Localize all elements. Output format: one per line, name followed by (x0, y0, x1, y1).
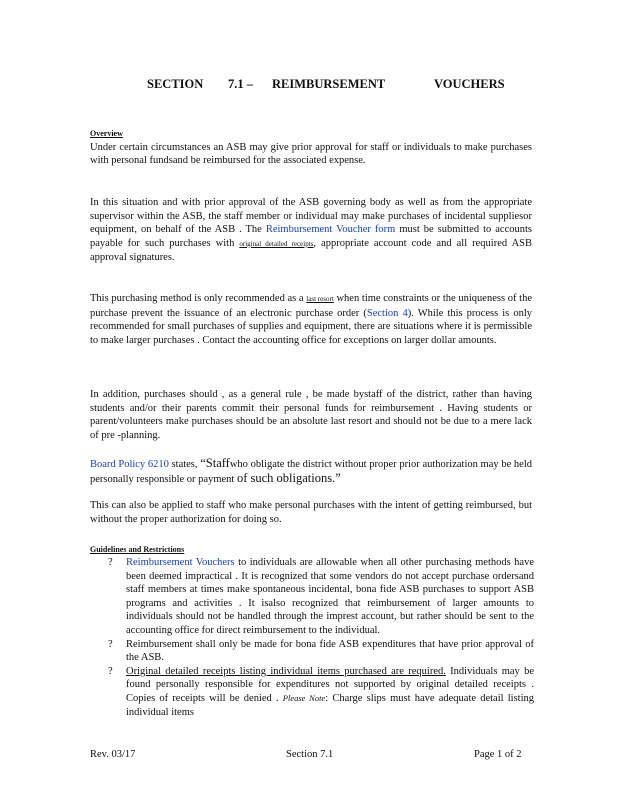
para2-text-c: , appropriate account code and all required ASB approval signatures. (90, 237, 532, 264)
item2-text: Reimbursement shall only be made for bona fide ASB expenditures that have prior approval of the ASB. (126, 638, 534, 664)
item3-underlined: Original detailed receipts listing individual items purchased are required. (126, 665, 446, 677)
overview-text: Under certain circumstances an ASB may give prior approval for staff or individuals to make purchases with personal fundsand be reimbursed for the associated expense. (90, 141, 532, 167)
quote-close: of such obligations.” (236, 470, 341, 485)
para4-text: In addition, purchases should , as a general rule , be made bystaff of the district, rather than having students and/or their parents commit their personal funds for reimbursement . Having students or parent/volunteers make purchases should be an absolute last resort and should not be due to a mere lack of pre -planning. (90, 389, 532, 441)
guidelines-heading-block (90, 543, 532, 557)
title-number: 7.1 – (228, 77, 253, 91)
guidelines-list (90, 556, 534, 719)
para5-text-a: states, (168, 459, 201, 470)
paragraph-5 (90, 457, 532, 486)
para2-small-text: original detailed receipts (239, 239, 314, 248)
para3-text-c: ). While this process is only recommended for small purchases of supplies and equipment, there are situations where it is permissible to make larger purchases . Contact the accounting office for exceptions on larger dollar amounts. (90, 307, 532, 346)
reimbursement-vouchers-link[interactable]: Reimbursement Vouchers (126, 557, 235, 568)
para2-text-a: In this situation and with prior approval of the ASB governing body as well as from the appropriate supervisor within the ASB, the staff member or individual may make purchases of incidental suppliesor equipment, on behalf of the ASB . The (90, 197, 532, 236)
list-item (90, 638, 534, 665)
paragraph-2 (90, 196, 532, 265)
para5-text-b: who obligate the district without proper prior authorization may be held personally responsible or payment (90, 459, 532, 485)
bullet-mark: ? (108, 665, 113, 677)
reimbursement-voucher-form-link[interactable]: Reimbursement Voucher form (265, 224, 396, 236)
overview-section (90, 127, 532, 168)
page-footer (90, 748, 530, 762)
title-reimbursement: REIMBURSEMENT (272, 77, 386, 91)
bullet-mark: ? (108, 638, 113, 650)
footer-revision: Rev. 03/17 (90, 749, 136, 760)
paragraph-3 (90, 292, 532, 347)
footer-page-number: Page 1 of 2 (474, 749, 522, 760)
list-item (90, 665, 534, 719)
para3-text-a: This purchasing method is only recommended as a (90, 293, 307, 304)
item3-note: : Charge slips must have adequate detail listing individual items (126, 692, 534, 718)
please-note-label: Please Note (282, 692, 326, 703)
title-vouchers: VOUCHERS (434, 77, 505, 91)
para2-text-b: must be submitted to accounts payable for such purchases with (90, 224, 532, 249)
para3-text-b: when time constraints or the uniqueness of the purchase prevent the issuance of an electronic purchase order ( (90, 293, 532, 319)
overview-heading: Overview (90, 129, 123, 138)
section-4-link[interactable]: Section 4 (366, 307, 408, 319)
title-section: SECTION (147, 77, 204, 91)
para3-small-text: last resort (306, 295, 334, 303)
para6-text: This can also be applied to staff who make personal purchases with the intent of getting reimbursed, but without the proper authorization for doing so. (90, 500, 532, 525)
list-item (90, 556, 534, 638)
item3-text: Individuals may be found personally responsible for expenditures not supported by original detailed receipts . Copies of receipts will be denied . (126, 665, 534, 704)
footer-section: Section 7.1 (286, 749, 334, 760)
item1-text: to individuals are allowable when all other purchasing methods have been deemed impractical . It is recognized that some vendors do not accept purchase ordersand staff members at times make spontaneous incidental, bona fide ASB purchases to support ASB programs and activities . It isalso recognized that reimbursement of larger amounts to individuals should not be handled through the imprest account, but rather should be sent to the accounting office for direct reimbursement to the individual. (126, 557, 534, 636)
quote-open: “Staff (200, 456, 230, 470)
paragraph-4 (90, 388, 532, 442)
paragraph-6 (90, 499, 532, 526)
bullet-mark: ? (108, 557, 113, 568)
board-policy-link[interactable]: Board Policy 6210 (90, 459, 169, 470)
guidelines-heading: Guidelines and Restrictions (90, 545, 185, 554)
